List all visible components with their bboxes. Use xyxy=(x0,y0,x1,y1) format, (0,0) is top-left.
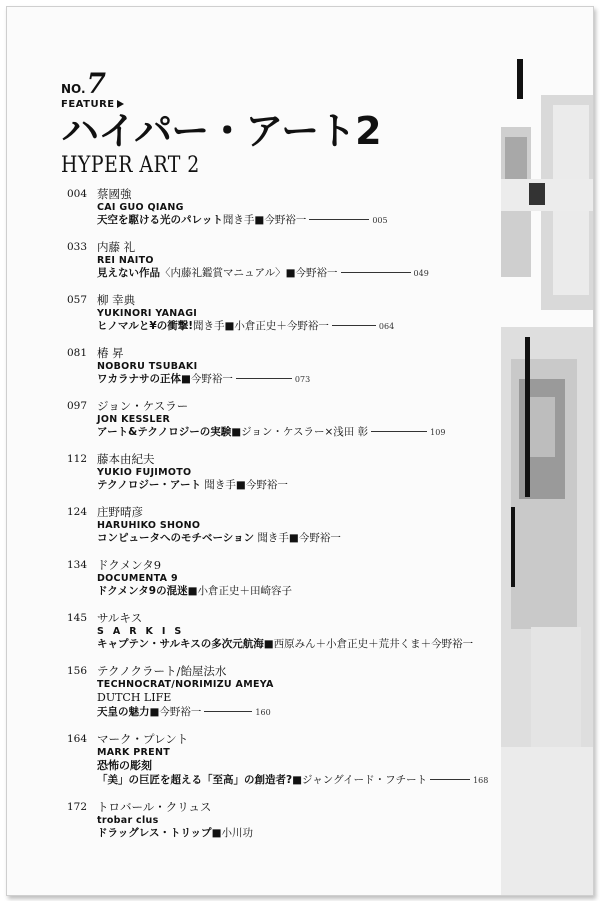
entry-name-en: TECHNOCRAT/NORIMIZU AMEYA xyxy=(97,679,274,690)
entry-credit: ■西原みん＋小倉正史＋荒井くま＋今野裕一 xyxy=(263,638,474,650)
entry-ref-page: 064 xyxy=(378,322,395,331)
entry-credit: ■小倉正史＋田崎容子 xyxy=(187,585,292,597)
entry-page-number: 097 xyxy=(67,400,88,412)
entry-credit: ■ジャングイード・フチート xyxy=(292,774,428,786)
entry-name-jp: 内藤 礼 xyxy=(97,240,136,254)
entry-name-en: NOBORU TSUBAKI xyxy=(97,361,198,372)
entry-name-jp: 柳 幸典 xyxy=(97,293,136,307)
entry-name-en: MARK PRENT xyxy=(97,747,170,758)
entry-name-en: YUKIO FUJIMOTO xyxy=(97,467,192,478)
list-item xyxy=(67,611,497,652)
entry-page-number: 033 xyxy=(67,241,88,253)
entry-name-jp: 椿 昇 xyxy=(97,346,124,360)
entry-title: 天皇の魅力 xyxy=(97,706,150,718)
entry-name-jp: 庄野晴彦 xyxy=(97,505,143,519)
entry-name-en: DOCUMENTA 9 xyxy=(97,573,178,584)
entry-title-line xyxy=(97,773,497,788)
leader-line xyxy=(430,779,470,780)
entry-ref-page: 005 xyxy=(372,216,388,225)
entry-title-line xyxy=(97,637,497,652)
issue-number-value: 7 xyxy=(86,67,107,100)
entry-extra-title: DUTCH LIFE xyxy=(97,691,172,704)
entry-name-en: JON KESSLER xyxy=(97,414,171,425)
leader-line xyxy=(309,219,369,220)
list-item xyxy=(67,732,497,788)
entry-title-line xyxy=(97,531,497,546)
entry-credit: ■小川功 xyxy=(211,827,253,839)
entry-ref-page: 109 xyxy=(430,428,446,437)
entry-title: キャプテン・サルキスの多次元航海 xyxy=(97,638,264,650)
entry-name-jp: ジョン・ケスラー xyxy=(97,399,189,413)
entry-credit: 聞き手■今野裕一 xyxy=(204,479,288,491)
entry-title: アート&テクノロジーの実験 xyxy=(97,426,232,438)
entry-credit: ■今野裕一 xyxy=(181,373,233,385)
entry-page-number: 124 xyxy=(67,506,88,518)
entry-page-number: 057 xyxy=(67,294,88,306)
leader-line xyxy=(332,325,376,326)
entry-page-number: 112 xyxy=(67,453,88,465)
entry-page-number: 145 xyxy=(67,612,88,624)
entry-title: 「美」の巨匠を超える「至高」の創造者? xyxy=(97,774,293,786)
entry-title: ドクメンタ9の混迷 xyxy=(97,585,188,597)
entry-ref-page: 168 xyxy=(473,776,489,785)
magazine-page xyxy=(6,6,594,896)
entry-title-line xyxy=(97,213,497,228)
leader-line xyxy=(371,431,427,432)
entry-credit: ■今野裕一 xyxy=(285,267,338,279)
entry-name-jp: テクノクラート/飴屋法水 xyxy=(97,664,227,678)
entry-page-number: 081 xyxy=(67,347,88,359)
entry-title: 天空を駆ける光のパレット xyxy=(97,214,223,226)
entry-title: テクノロジー・アート xyxy=(97,479,202,491)
entry-title-line xyxy=(97,266,497,281)
list-item xyxy=(67,187,497,228)
list-item xyxy=(67,505,497,546)
entry-page-number: 134 xyxy=(67,559,88,571)
entry-page-number: 004 xyxy=(67,188,88,200)
entry-credit: ■ジョン・ケスラー×浅田 彰 xyxy=(231,426,369,438)
list-item xyxy=(67,800,497,841)
entry-name-jp: 蔡國強 xyxy=(97,187,132,201)
entry-title-line xyxy=(97,705,497,720)
list-item xyxy=(67,240,497,281)
entry-name-jp: ドクメンタ9 xyxy=(97,558,162,572)
contents-list xyxy=(67,187,497,853)
entry-title: コンピュータへのモチベーション xyxy=(97,532,255,544)
entry-name-en: SARKIS xyxy=(97,626,191,637)
list-item xyxy=(67,399,497,440)
entry-ref-page: 073 xyxy=(294,375,311,384)
photo-strip xyxy=(501,7,593,895)
entry-name-en: CAI GUO QIANG xyxy=(97,202,184,213)
entry-title-line xyxy=(97,319,497,334)
entry-subtitle: 〈内藤礼鑑賞マニュアル〉 xyxy=(160,267,286,279)
entry-title-line xyxy=(97,478,497,493)
entry-credit: ■今野裕一 xyxy=(149,706,202,718)
list-item xyxy=(67,452,497,493)
entry-page-number: 156 xyxy=(67,665,88,677)
entry-extra-title: 恐怖の彫刻 xyxy=(97,759,152,772)
entry-credit: 聞き手■今野裕一 xyxy=(257,532,341,544)
feature-label-text: FEATURE xyxy=(61,99,115,110)
entry-name-en: YUKINORI YANAGI xyxy=(97,308,198,319)
issue-number xyxy=(61,67,106,100)
entry-title-line xyxy=(97,826,497,841)
list-item xyxy=(67,558,497,599)
entry-title-line xyxy=(97,425,497,440)
entry-title: ヒノマルと¥の衝撃! xyxy=(97,320,193,332)
entry-ref-page: 049 xyxy=(413,269,429,278)
leader-line xyxy=(204,711,252,712)
leader-line xyxy=(341,272,411,273)
entry-name-jp: 藤本由紀夫 xyxy=(97,452,155,466)
list-item xyxy=(67,346,497,387)
entry-name-jp: サルキス xyxy=(97,611,143,625)
entry-name-en: HARUHIKO SHONO xyxy=(97,520,201,531)
feature-title-jp: ハイパー・アート2 xyxy=(61,109,381,153)
entry-page-number: 164 xyxy=(67,733,88,745)
entry-ref-page: 160 xyxy=(255,708,271,717)
entry-title: 見えない作品 xyxy=(97,267,160,279)
issue-no-label: NO. xyxy=(61,82,86,96)
triangle-arrow-icon xyxy=(117,100,124,108)
entry-name-en: REI NAITO xyxy=(97,255,154,266)
entry-title: ワカラナサの正体 xyxy=(97,373,181,385)
entry-credit: 聞き手■小倉正史＋今野裕一 xyxy=(193,320,329,332)
entry-credit: 聞き手■今野裕一 xyxy=(222,214,307,226)
leader-line xyxy=(236,378,292,379)
entry-title-line xyxy=(97,584,497,599)
list-item xyxy=(67,664,497,720)
entry-page-number: 172 xyxy=(67,801,88,813)
entry-name-jp: トロバール・クリュス xyxy=(97,800,212,814)
entry-title: ドラッグレス・トリップ xyxy=(97,827,212,839)
entry-title-line xyxy=(97,372,497,387)
feature-title-en: HYPER ART 2 xyxy=(61,153,200,178)
entry-name-jp: マーク・プレント xyxy=(97,732,189,746)
entry-name-en: trobar clus xyxy=(97,815,159,826)
list-item xyxy=(67,293,497,334)
